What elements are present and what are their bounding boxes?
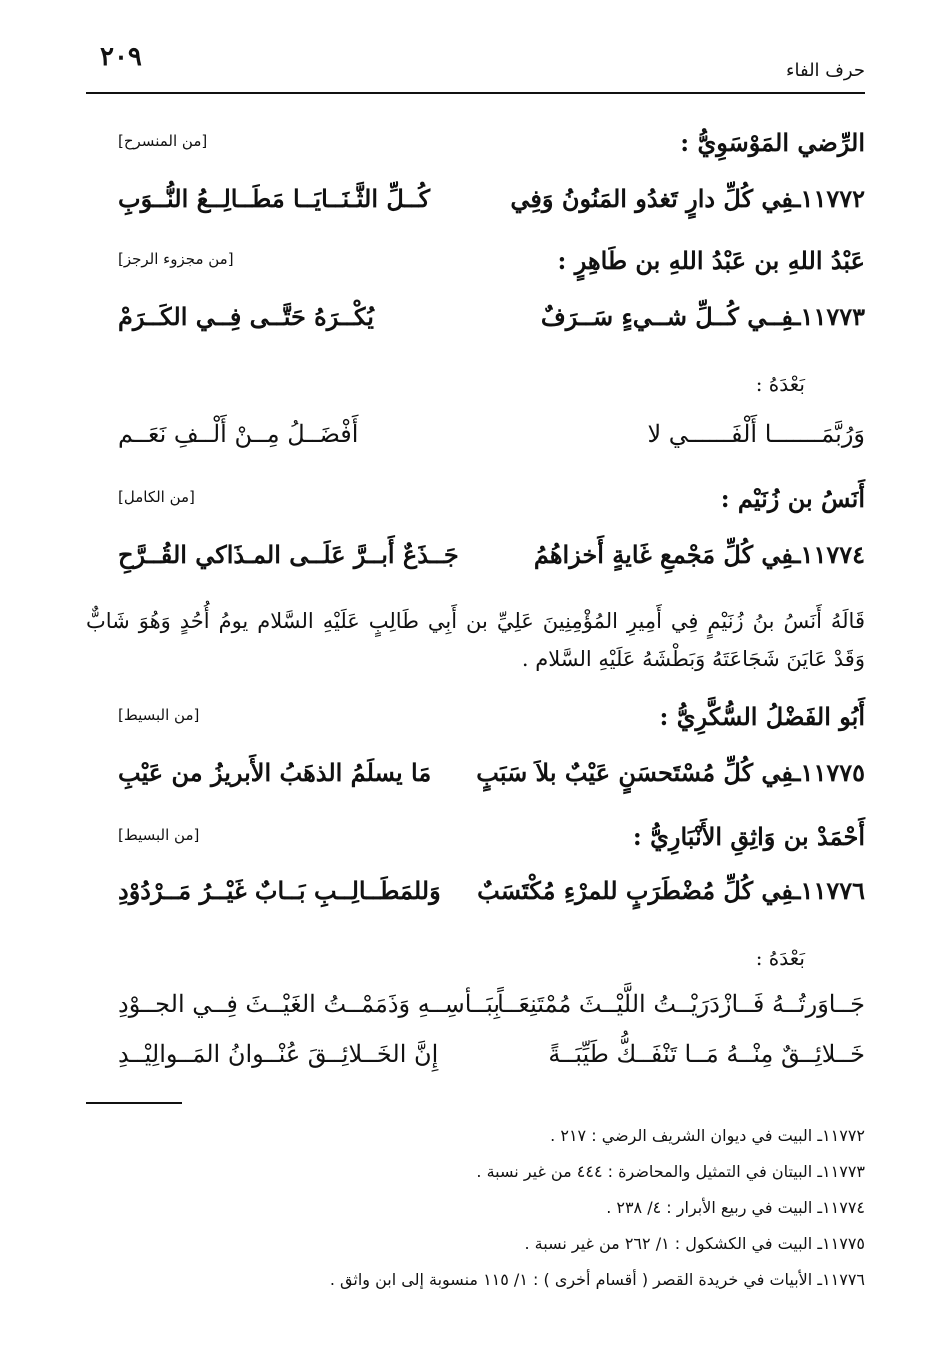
verse-number: ١١٧٧٤ـ	[793, 540, 865, 569]
verse-number: ١١٧٧٦ـ	[793, 876, 865, 905]
verse-line	[86, 876, 865, 920]
first-hemistich: خَــلائِــقٌ مِنْــهُ مَــا تَنْفَــكُّ طَيِّبَــةً	[548, 1040, 865, 1068]
verse-line	[86, 1040, 865, 1084]
second-hemistich: كُــلِّ الثَّـنَــايَــا مَطَــالِــعُ النُّــوَبِ	[118, 184, 430, 213]
header-rule	[86, 92, 865, 94]
poet-name: عَبْدُ اللهِ بن عَبْدُ اللهِ بن طَاهِرٍ :	[557, 246, 865, 275]
poet-row	[86, 702, 865, 746]
commentary-paragraph: قَالَهُ أَنَسُ بنُ زُنَيْمٍ فِي أَمِيرِ المُؤْمِنِينَ عَلِيِّ بن أَبِي طَالِبٍ عَلَيْهِ السَّلام يومُ أُحُدٍ وَهُوَ شَابٌّ وَقَدْ عَايَنَ شَجَاعَتَهُ وَبَطْشَهُ عَلَيْهِ السَّلام .	[86, 609, 865, 671]
verse-number: ١١٧٧٢ـ	[793, 184, 865, 213]
meter-label: [من مجزوء الرجز]	[118, 250, 234, 268]
footnote: ١١٧٧٥ـ البيت في الكشكول : ١/ ٢٦٢ من غير نسبة .	[524, 1234, 865, 1253]
after-label: بَعْدَهُ :	[755, 372, 805, 396]
page-number: ٢٠٩	[100, 42, 142, 72]
poet-row	[86, 484, 865, 528]
second-hemistich: إِنَّ الخَــلائِــقَ عُنْــوانُ المَــوالِيْــدِ	[118, 1040, 439, 1068]
footnote: ١١٧٧٢ـ البيت في ديوان الشريف الرضي : ٢١٧ .	[550, 1126, 865, 1145]
second-hemistich: أَفْضَــلُ مِــنْ أَلْــفِ نَعَــم	[118, 420, 359, 448]
after-label-row	[86, 368, 865, 412]
first-hemistich: ١١٧٧٦ـفِي كُلِّ مُضْطَرَبٍ للمرْءِ مُكْتَسَبٌ	[477, 876, 865, 905]
poet-name: أَنَسُ بن زُنَيْم :	[720, 484, 865, 513]
first-hemistich: ١١٧٧٣ـفِــي كُــلِّ شــيءٍ سَــرَفٌ	[540, 302, 865, 331]
meter-label: [من البسيط]	[118, 826, 200, 844]
first-hemistich: جَــاوَرتُــهُ فَــازْدَرَيْــتُ اللَّيْــثَ مُمْتَنِعَــاً	[497, 990, 865, 1018]
second-hemistich: مَا يسلَمُ الذهَبُ الأَبريزُ من عَيْبِ	[118, 758, 432, 787]
after-label: بَعْدَهُ :	[755, 946, 805, 970]
footnote: ١١٧٧٣ـ البيتان في التمثيل والمحاضرة : ٤٤٤ من غير نسبة .	[476, 1162, 865, 1181]
first-hemistich: وَرُبَّمَـــــــا أَلْفَــــــي لا	[647, 420, 865, 448]
verse-line	[86, 302, 865, 346]
poet-row	[86, 128, 865, 172]
first-hemistich: ١١٧٧٢ـفِي كُلِّ دارٍ تَغدُو المَنُونُ وَفِي	[510, 184, 865, 213]
verse-number: ١١٧٧٣ـ	[793, 302, 865, 331]
poet-row	[86, 822, 865, 866]
second-hemistich: يُكْــرَهُ حَتَّــى فِــي الكَــرَمْ	[118, 302, 374, 331]
meter-label: [من الكامل]	[118, 488, 195, 506]
verse-line	[86, 420, 865, 464]
first-hemistich: ١١٧٧٤ـفِي كُلِّ مَجْمعِ غَايةٍ أَخزاهُمُ	[533, 540, 865, 569]
meter-label: [من البسيط]	[118, 706, 200, 724]
poet-row	[86, 246, 865, 290]
second-hemistich: وَللمَطَــالِــبِ بَــابٌ غَيْــرُ مَــرْدُوْدِ	[118, 876, 441, 905]
second-hemistich: بِبَــأسِــهِ وَذَمَمْــتُ الغَيْــثَ فِــي الجــوْدِ	[118, 990, 501, 1018]
after-label-row	[86, 942, 865, 986]
meter-label: [من المنسرح]	[118, 132, 208, 150]
verse-line	[86, 990, 865, 1034]
footnotes	[86, 1118, 865, 1298]
running-head: حرف الفاء	[786, 60, 865, 81]
verse-line	[86, 184, 865, 228]
footnote: ١١٧٧٦ـ الأبيات في خريدة القصر ( أقسام أخرى ) : ١/ ١١٥ منسوبة إلى ابن واثق .	[329, 1270, 865, 1289]
first-hemistich: ١١٧٧٥ـفِي كُلِّ مُسْتَحسَنٍ عَيْبٌ بلاَ سَبَبٍ	[476, 758, 865, 787]
verse-line	[86, 540, 865, 584]
second-hemistich: جَــذَعٌ أَبــرَّ عَلَــى المـذَاكي القُــرَّحِ	[118, 540, 459, 569]
poet-name: الرِّضي المَوْسَوِيُّ :	[680, 128, 865, 157]
footnote-rule	[86, 1102, 182, 1104]
verse-number: ١١٧٧٥ـ	[793, 758, 865, 787]
poet-name: أَحْمَدْ بن وَاثِقِ الأَنْبَارِيُّ :	[632, 822, 865, 851]
poet-name: أَبُو الفَضْلُ السُّكَّرِيُّ :	[659, 702, 865, 731]
footnote: ١١٧٧٤ـ البيت في ربيع الأبرار : ٤/ ٢٣٨ .	[606, 1198, 865, 1217]
verse-line	[86, 758, 865, 802]
